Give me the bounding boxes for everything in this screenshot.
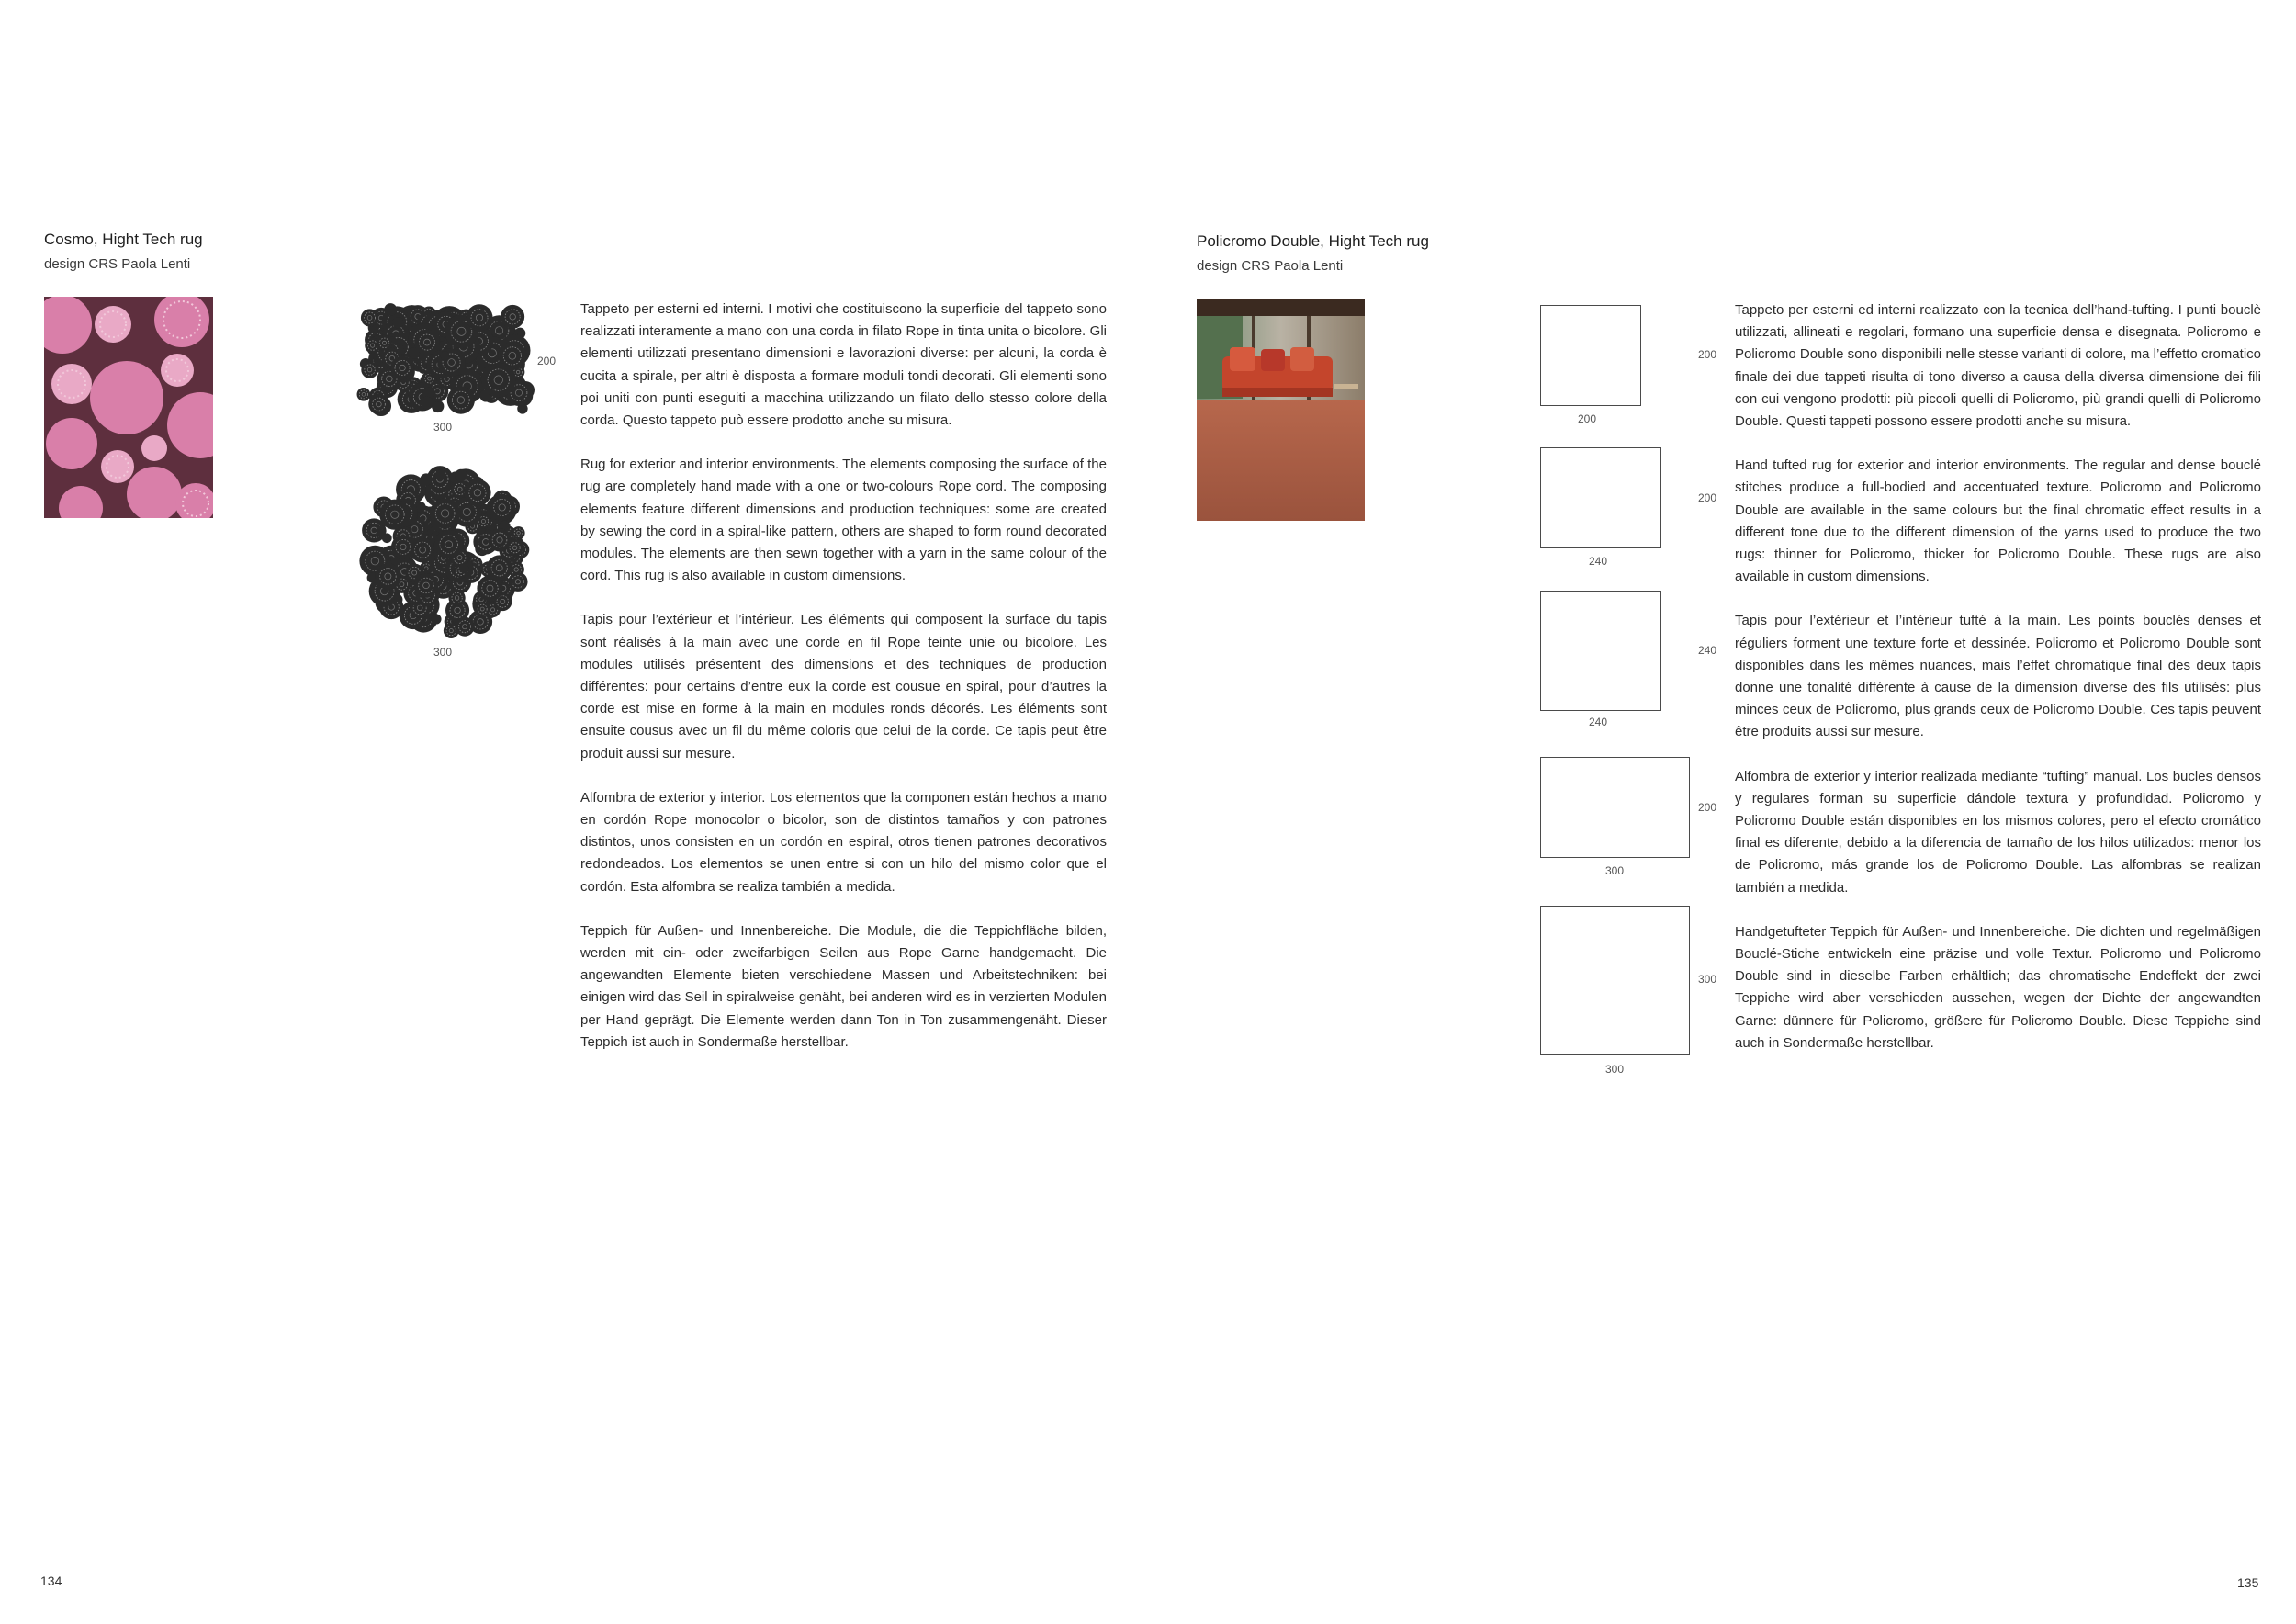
dimension-width: 300 <box>433 421 453 434</box>
size-width-label: 300 <box>1605 864 1625 877</box>
size-width-label: 240 <box>1589 555 1608 568</box>
page-number-right: 135 <box>2237 1575 2259 1590</box>
size-height-label: 240 <box>1698 644 1717 657</box>
description-english: Hand tufted rug for exterior and interior environments. The regular and dense bouclé stitches produce a full-bodied and accentuated texture. Policromo and Policromo Double are available in the same colours but the final chromatic effect results in a different tone due to the different dimension of the yarns used to produce the two rugs: thinner for Policromo, thicker for Policromo Double. These rugs are also available in custom dimensions. <box>1735 457 2261 585</box>
size-outline-200x200 <box>1540 305 1641 406</box>
left-page-header <box>44 230 411 274</box>
description-french: Tapis pour l’extérieur et l’intérieur tufté à la main. Les points bouclés denses et réguliers forment une texture forte et dessinée. Policromo et Policromo Double sont disponibles dans les mêmes nuances, mais l’effet chromatique final des deux tapis donne une tonalité différente à cause de la dimension diverse des fils utilisés: plus minces ceux de Policromo, plus grands ceux de Policromo Double. Ces tapis peuvent être produits aussi sur mesure. <box>1735 613 2261 740</box>
description-spanish: Alfombra de exterior y interior. Los elementos que la componen están hechos a mano en cordón Rope monocolor o bicolor, son de distintos tamaños y con patrones distintos, unos consisten en un cordón en espiral, otros tienen patrones decorativos redondeados. Los elementos se unen entre si con un hilo del mismo color que el cordón. Esta alfombra se realiza también a medida. <box>580 789 1107 895</box>
size-height-label: 200 <box>1698 491 1717 504</box>
dimension-height: 200 <box>537 355 557 367</box>
right-description <box>1735 299 2261 1077</box>
size-outline-240x200 <box>1540 447 1661 548</box>
cosmo-round-drawing <box>356 462 536 642</box>
size-width-label: 300 <box>1605 1063 1625 1076</box>
size-outline-240x240 <box>1540 591 1661 711</box>
dimension-diameter: 300 <box>433 646 453 659</box>
page-number-left: 134 <box>40 1573 62 1588</box>
cosmo-rectangular-drawing <box>356 303 538 417</box>
size-outline-300x200 <box>1540 757 1690 858</box>
right-page-header <box>1197 231 1656 276</box>
description-spanish: Alfombra de exterior y interior realizada mediante “tufting” manual. Los bucles densos y regulares forman su superficie dándole textura y profundidad. Policromo y Policromo Double están disponibles en los mismos colores, pero el efecto cromático final es diferente, debido a la diferencia de tamaño de los hilos utilizados: menor los de Policromo, más grande los de Policromo Double. Las alfombras se realizan también a medida. <box>1735 768 2261 896</box>
product-designer: design CRS Paola Lenti <box>44 256 191 272</box>
product-designer: design CRS Paola Lenti <box>1197 258 1344 274</box>
cosmo-rug-photo <box>44 297 213 518</box>
description-italian: Tappeto per esterni ed interni. I motivi che costituiscono la superficie del tappeto sono realizzati interamente a mano con una corda in filato Rope in tinta unita o bicolore. Gli elementi utilizzati presentano dimensioni e lavorazioni diverse: per alcuni, la corda è cucita a spirale, per altri è disposta a formare moduli tondi decorati. Gli elementi sono poi uniti con punti eseguiti a macchina utilizzando un filato dello stesso colore della corda. Questo tappeto può essere prodotto anche su misura. <box>580 301 1107 429</box>
description-german: Handgetufteter Teppich für Außen- und Innenbereiche. Die dichten und regelmäßigen Bouclé-Stiche entwickeln eine präzise und volle Textur. Policromo und Policromo Double sind in dieselbe Farben erhältlich; das chromatische Endeffekt der zwei Teppiche wird aber verschieden aussehen, wegen der Dichte der angewandten Garne: dünnere für Policromo, größere für Policromo Double. Diese Teppiche sind auch in Sondermaße herstellbar. <box>1735 923 2261 1051</box>
size-width-label: 240 <box>1589 716 1608 728</box>
size-height-label: 200 <box>1698 801 1717 814</box>
size-height-label: 300 <box>1698 973 1717 986</box>
policromo-room-photo <box>1197 299 1365 521</box>
description-english: Rug for exterior and interior environments. The elements composing the surface of the rug are completely hand made with a one or two-colours Rope cord. The composing elements feature different dimensions and production techniques: some are created by sewing the cord in a spiral-like pattern, others are shaped to form round decorated modules. The elements are then sewn together with a yarn in the same colour of the cord. This rug is also available in custom dimensions. <box>580 457 1107 584</box>
product-title: Cosmo, Hight Tech rug <box>44 231 203 248</box>
description-italian: Tappeto per esterni ed interni realizzato con la tecnica dell’hand-tufting. I punti bouclè utilizzati, allineati e regolari, formano una superficie densa e disegnata. Policromo e Policromo Double sono disponibili nelle stesse varianti di colore, ma l’effetto cromatico finale dei due tappeti risulta di tono diverso a causa della diversa dimensione dei fili con cui vengono prodotti: più piccoli quelli di Policromo, più grandi quelli di Policromo Double. Questi tappeti possono essere prodotti anche su misura. <box>1735 302 2261 430</box>
size-width-label: 200 <box>1578 412 1597 425</box>
size-height-label: 200 <box>1698 348 1717 361</box>
product-title: Policromo Double, Hight Tech rug <box>1197 232 1429 250</box>
description-french: Tapis pour l’extérieur et l’intérieur. Les éléments qui composent la surface du tapis sont réalisés à la main avec une corde en fil Rope teinte unie ou bicolore. Les modules utilisés présentent des dimensions et des techniques de production différentes: pour certains d’entre eux la corde est cousue en spiral, pour d’autres la corde est mise en forme à la main en modules ronds décorés. Les éléments sont ensuite cousus avec un fil du même coloris que celui de la corde. Ce tapis peut être produit aussi sur mesure. <box>580 612 1107 761</box>
description-german: Teppich für Außen- und Innenbereiche. Die Module, die die Teppichfläche bilden, werden mit ein- oder zweifarbigen Seilen aus Rope Garne handgemacht. Die angewandten Elemente bieten verschiedene Massen und Arbeitstechniken: bei einigen wird das Seil in spiralweise genäht, bei anderen wird es in verzierten Modulen per Hand geprägt. Die Elemente werden dann Ton in Ton zusammengenäht. Dieser Teppich ist auch in Sondermaße herstellbar. <box>580 922 1107 1050</box>
left-description <box>580 299 1107 1076</box>
size-outline-300x300 <box>1540 906 1690 1055</box>
